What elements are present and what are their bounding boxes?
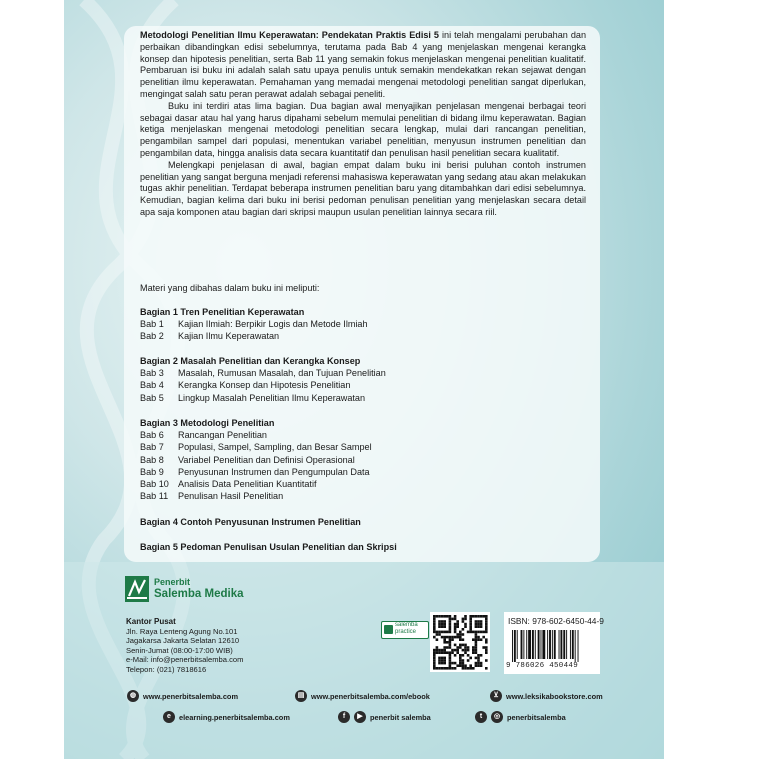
office-label: Kantor Pusat [126, 617, 176, 626]
description-paragraph-3: Melengkapi penjelasan di awal, bagian empat dalam buku ini berisi puluhan contoh instrumen penelitian yang sangat berguna menjadi referensi mahasiswa keperawatan yang sedang atau akan melakukan tugas akhir penelitian. Terdapat beberapa instrumen penelitian baru yang ditambahkan dari edisi sebelumnya. Kemudian, bagian kelima dari buku ini berisi pedoman penulisan penelitian yang menjelaskan secara detail apa saja komponen atau bagian dari skripsi maupun usulan penelitian lainnya secara riil. [140, 159, 586, 217]
publisher-name: Salemba Medika [154, 588, 244, 600]
section-title: Bagian 3 Metodologi Penelitian [140, 418, 275, 428]
chapter-row [140, 367, 386, 379]
chapter-row [140, 379, 386, 391]
link-text: penerbit salemba [370, 712, 431, 722]
book-title: Metodologi Penelitian Ilmu Keperawatan: Pendekatan Praktis Edisi 5 [140, 30, 439, 40]
link-twitter-instagram[interactable] [475, 711, 566, 723]
chapter-number: Bab 11 [140, 491, 169, 502]
description-text: ini telah mengalami perubahan dan perbaikan dibandingkan edisi sebelumnya, terutama pada Bab 4 yang menjelaskan mengenai kerangka konsep dan hipotesis penelitian, serta Bab 11 yang semakin fokus menjelaskan mengenai penelitian kualitatif. Pembaruan isi buku ini adalah salah satu upaya penulis untuk semakin mendekatkan rekan sejawat dengan penelitian ilmu keperawatan. Pemahaman yang memadai mengenai metodologi penelitian sangat diperlukan, mengingat salah satu peran perawat adalah sebagai peneliti. [140, 30, 586, 99]
chapter-number: Bab 6 [140, 430, 164, 441]
chapter-title: Kerangka Konsep dan Hipotesis Penelitian [178, 380, 351, 391]
chapter-row [140, 466, 372, 478]
link-text: www.leksikabookstore.com [506, 691, 603, 701]
chapter-number: Bab 4 [140, 380, 164, 391]
link-ebook[interactable] [295, 690, 430, 702]
chapter-row [140, 478, 372, 490]
twitter-icon: t [475, 711, 487, 723]
practice-icon [384, 625, 393, 634]
chapter-row [140, 429, 372, 441]
chapter-row [140, 490, 372, 502]
salemba-practice-badge [381, 621, 429, 639]
section-title: Bagian 2 Masalah Penelitian dan Kerangka Konsep [140, 356, 361, 366]
section-title: Bagian 1 Tren Penelitian Keperawatan [140, 307, 305, 317]
description-paragraph-2: Buku ini terdiri atas lima bagian. Dua bagian awal menyajikan penjelasan mengenai berbagai teori sebagai dasar atau hal yang harus dipahami sebelum memulai penelitian di bidang ilmu keperawatan. Bagian ketiga menjelaskan mengenai metodologi penelitian secara lengkap, mulai dari rancangan penelitian, pengambilan sampel dari populasi, menentukan variabel penelitian, menyusun instrumen penelitian dan pengambilan data, hingga analisis data secara kuantitatif dan penulisan hasil penelitian secara kualitatif. [140, 100, 586, 158]
section-title: Bagian 4 Contoh Penyusunan Instrumen Penelitian [140, 517, 361, 527]
chapter-title: Analisis Data Penelitian Kuantitatif [178, 479, 317, 490]
chapter-title: Lingkup Masalah Penelitian Ilmu Keperawatan [178, 392, 366, 403]
isbn-text: ISBN: 978-602-6450-44-9 [508, 616, 604, 626]
publisher-logo-icon [125, 576, 149, 602]
cart-icon: ⊻ [490, 690, 502, 702]
barcode-number: 9 786026 450449 [506, 662, 579, 670]
phone-text: Telepon: (021) 7818616 [126, 664, 207, 674]
chapter-title: Rancangan Penelitian [178, 430, 267, 441]
section-4 [140, 516, 361, 528]
chapter-row [140, 454, 372, 466]
email-text: e-Mail: info@penerbitsalemba.com [126, 655, 244, 665]
chapter-number: Bab 1 [140, 319, 164, 330]
barcode [512, 630, 598, 662]
chapter-title: Penyusunan Instrumen dan Pengumpulan Data [178, 466, 370, 477]
chapter-title: Kajian Ilmiah: Berpikir Logis dan Metode Ilmiah [178, 319, 368, 330]
chapter-number: Bab 8 [140, 454, 164, 465]
publisher-address [126, 617, 243, 675]
instagram-icon: ◎ [491, 711, 503, 723]
chapter-title: Kajian Ilmu Keperawatan [178, 331, 280, 342]
link-elearning[interactable] [163, 711, 290, 723]
chapter-title: Masalah, Rumusan Masalah, dan Tujuan Penelitian [178, 368, 386, 379]
chapter-row [140, 330, 368, 342]
globe-icon: ◍ [127, 690, 139, 702]
chapter-row [140, 392, 386, 404]
office-hours: Senin-Jumat (08:00-17:00 WIB) [126, 645, 233, 655]
publisher-label: Penerbit [154, 577, 191, 587]
chapter-row [140, 441, 372, 453]
chapter-title: Populasi, Sampel, Sampling, dan Besar Sampel [178, 442, 372, 453]
qr-code[interactable] [430, 612, 490, 672]
chapter-number: Bab 2 [140, 331, 164, 342]
section-2 [140, 355, 386, 404]
chapter-row [140, 318, 368, 330]
address-line-2: Jagakarsa Jakarta Selatan 12610 [126, 636, 240, 646]
chapter-number: Bab 3 [140, 368, 164, 379]
chapter-number: Bab 9 [140, 466, 164, 477]
chapter-number: Bab 10 [140, 479, 169, 490]
section-title: Bagian 5 Pedoman Penulisan Usulan Penelitian dan Skripsi [140, 542, 397, 552]
description-paragraph-1 [140, 30, 586, 101]
section-5 [140, 541, 397, 553]
chapter-title: Penulisan Hasil Penelitian [178, 491, 284, 502]
book-description [140, 30, 586, 219]
chapter-number: Bab 7 [140, 442, 164, 453]
chapter-title: Variabel Penelitian dan Definisi Operasional [178, 454, 355, 465]
link-website[interactable] [127, 690, 238, 702]
link-text: www.penerbitsalemba.com [143, 691, 239, 701]
section-3 [140, 417, 372, 502]
ebook-icon: ▤ [295, 690, 307, 702]
link-text: elearning.penerbitsalemba.com [179, 712, 290, 722]
link-text: www.penerbitsalemba.com/ebook [311, 691, 430, 701]
link-bookstore[interactable] [490, 690, 603, 702]
practice-label-1: salemba [395, 622, 418, 628]
contents-intro: Materi yang dibahas dalam buku ini meliputi: [140, 283, 320, 293]
facebook-icon: f [338, 711, 350, 723]
link-facebook-youtube[interactable] [338, 711, 431, 723]
address-line-1: Jln. Raya Lenteng Agung No.101 [126, 626, 238, 636]
link-text: penerbitsalemba [507, 712, 566, 722]
elearning-icon: e [163, 711, 175, 723]
chapter-number: Bab 5 [140, 392, 164, 403]
practice-label-2: practice [395, 629, 417, 635]
section-1 [140, 306, 368, 343]
youtube-icon: ▶ [354, 711, 366, 723]
